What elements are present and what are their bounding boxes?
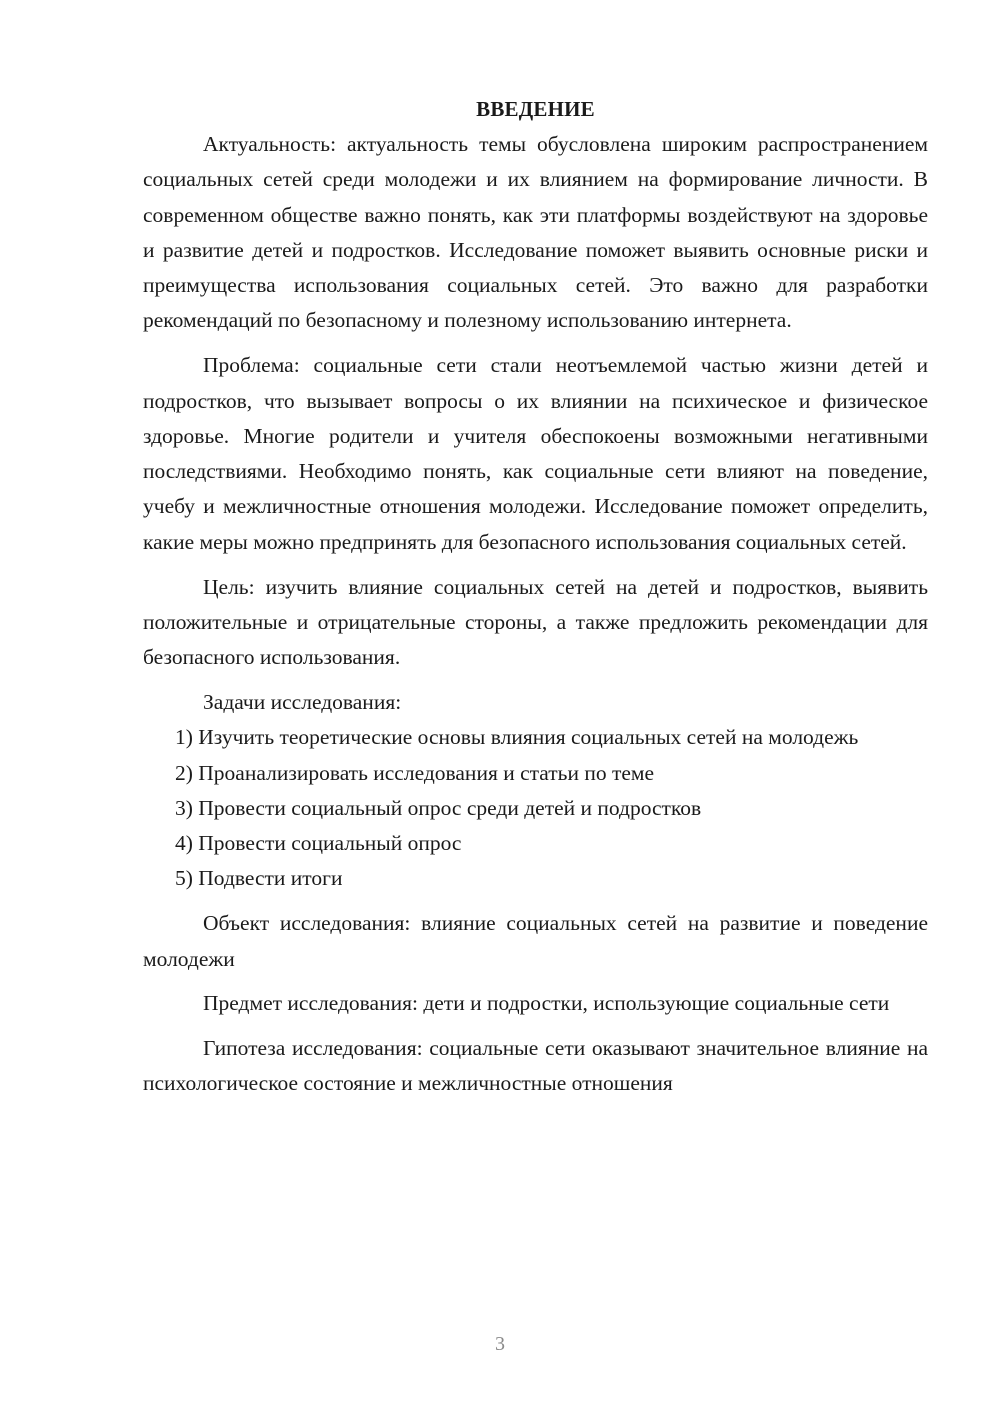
page-number: 3 xyxy=(495,1333,505,1355)
task-item-5: 5) Подвести итоги xyxy=(175,866,343,891)
paragraph-subject: Предмет исследования: дети и подростки, использующие социальные сети xyxy=(203,991,890,1016)
page-title: ВВЕДЕНИЕ xyxy=(476,97,595,121)
task-item-4: 4) Провести социальный опрос xyxy=(175,831,462,856)
document-page xyxy=(143,92,928,1102)
paragraph-relevance: Актуальность: актуальность темы обусловлена широким распространением социальных сетей среди молодежи и их влиянием на формирование личности. В современном обществе важно понять, как эти платформы воздействуют на здоровье и развитие детей и подростков. Исследование поможет выявить основные риски и преимущества использования социальных сетей. Это важно для разработки рекомендаций по безопасному и полезному использованию интернета. xyxy=(143,132,928,333)
task-item-2: 2) Проанализировать исследования и статьи по теме xyxy=(175,760,655,785)
paragraph-object: Объект исследования: влияние социальных сетей на развитие и поведение молодежи xyxy=(143,911,928,971)
tasks-heading: Задачи исследования: xyxy=(203,689,402,714)
task-item-3: 3) Провести социальный опрос среди детей и подростков xyxy=(175,795,702,820)
task-item-1: 1) Изучить теоретические основы влияния социальных сетей на молодежь xyxy=(175,725,859,750)
paragraph-hypothesis: Гипотеза исследования: социальные сети оказывают значительное влияние на психологическое состояние и межличностные отношения xyxy=(143,1036,928,1096)
paragraph-problem: Проблема: социальные сети стали неотъемлемой частью жизни детей и подростков, что вызывает вопросы о их влиянии на психическое и физическое здоровье. Многие родители и учителя обеспокоены возможными негативными последствиями. Необходимо понять, как социальные сети влияют на поведение, учебу и межличностные отношения молодежи. Исследование поможет определить, какие меры можно предпринять для безопасного использования социальных сетей. xyxy=(143,353,928,554)
paragraph-goal: Цель: изучить влияние социальных сетей на детей и подростков, выявить положительные и отрицательные стороны, а также предложить рекомендации для безопасного использования. xyxy=(143,574,928,670)
